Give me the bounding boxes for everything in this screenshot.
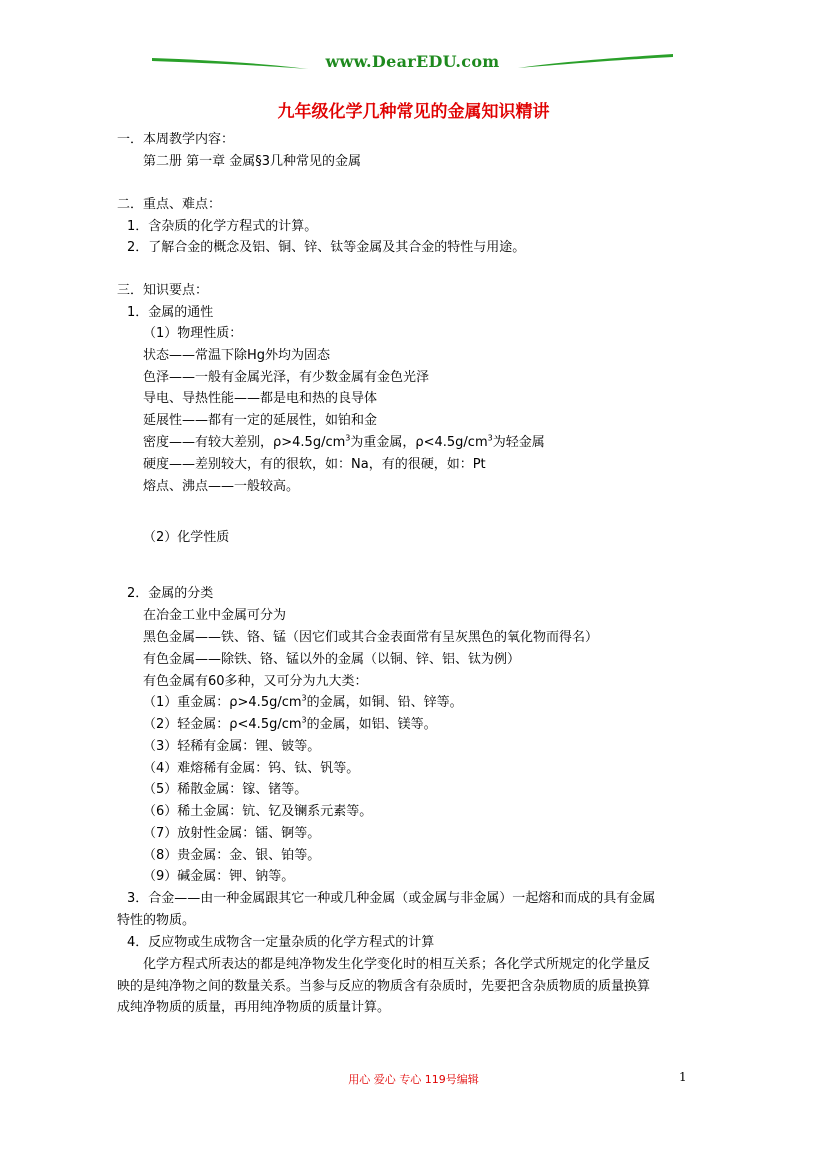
density-sup-1: 3	[345, 433, 351, 443]
property-line: 色泽——一般有金属光泽，有少数金属有金色光泽	[143, 370, 430, 385]
density-sup-2: 3	[487, 433, 493, 443]
point-4-paragraph-line: 成纯净物质的质量，再用纯净物质的质量计算。	[117, 1000, 391, 1015]
point-4-paragraph-line: 映的是纯净物之间的数量关系。当参与反应的物质含有杂质时，先要把含杂质物质的质量换算	[117, 979, 651, 994]
density-text-c: 为轻金属	[492, 435, 545, 450]
site-header-banner	[150, 52, 675, 74]
density-text-a: 密度——有较大差别，ρ>4.5g/cm	[143, 435, 346, 450]
classification-line: 黑色金属——铁、铬、锰（因它们或其合金表面常有呈灰黑色的氧化物而得名）	[143, 630, 599, 645]
category-sup: 3	[301, 715, 307, 725]
category-item: （7）放射性金属：镭、锕等。	[143, 826, 321, 841]
section-3-heading: 三．知识要点：	[117, 283, 209, 298]
property-line: 熔点、沸点——一般较高。	[143, 479, 300, 494]
category-item: （4）难熔稀有金属：钨、钛、钒等。	[143, 761, 360, 776]
category-sup: 3	[301, 693, 307, 703]
category-text: （2）轻金属：ρ<4.5g/cm	[143, 717, 302, 732]
classification-line: 有色金属有60多种，又可分为九大类：	[143, 674, 368, 689]
section-1-heading: 一．本周教学内容：	[117, 132, 235, 147]
property-line: 延展性——都有一定的延展性，如铂和金	[143, 413, 378, 428]
point-1-title: 1．金属的通性	[127, 305, 214, 320]
chemical-properties-heading: （2）化学性质	[143, 530, 230, 545]
classification-line: 在冶金工业中金属可分为	[143, 608, 287, 623]
category-item: （6）稀土金属：钪、钇及镧系元素等。	[143, 804, 373, 819]
category-item	[143, 717, 437, 733]
section-1-content: 第二册 第一章 金属§3几种常见的金属	[143, 154, 362, 169]
category-item: （3）轻稀有金属：锂、铍等。	[143, 739, 321, 754]
category-item: （9）碱金属：钾、钠等。	[143, 869, 295, 884]
point-2-title: 2．金属的分类	[127, 586, 214, 601]
point-3-line: 特性的物质。	[117, 913, 196, 928]
category-item: （8）贵金属：金、银、铂等。	[143, 848, 321, 863]
category-text: 的金属，如铝、镁等。	[306, 717, 437, 732]
category-item	[143, 695, 463, 711]
site-name[interactable]: www.DearEDU.com	[325, 52, 500, 71]
density-line	[143, 435, 545, 451]
category-text: 的金属，如铜、铅、锌等。	[306, 695, 463, 710]
page-number: 1	[679, 1070, 687, 1084]
category-item: （5）稀散金属：镓、锗等。	[143, 782, 308, 797]
point-3-line: 3．合金——由一种金属跟其它一种或几种金属（或金属与非金属）一起熔和而成的具有金属	[127, 891, 656, 906]
category-text: （1）重金属：ρ>4.5g/cm	[143, 695, 302, 710]
property-line: 硬度——差别较大，有的很软，如：Na，有的很硬，如：Pt	[143, 457, 486, 472]
classification-line: 有色金属——除铁、铬、锰以外的金属（以铜、锌、铝、钛为例）	[143, 652, 521, 667]
section-2-heading: 二．重点、难点：	[117, 197, 222, 212]
point-4-title: 4．反应物或生成物含一定量杂质的化学方程式的计算	[127, 935, 435, 950]
document-title: 九年级化学几种常见的金属知识精讲	[277, 102, 550, 122]
section-2-item: 2．了解合金的概念及铝、铜、锌、钛等金属及其合金的特性与用途。	[127, 240, 526, 255]
density-text-b: 为重金属，ρ<4.5g/cm	[350, 435, 488, 450]
section-2-item: 1．含杂质的化学方程式的计算。	[127, 219, 318, 234]
property-line: 状态——常温下除Hg外均为固态	[143, 348, 331, 363]
footer-text: 用心 爱心 专心 119号编辑	[348, 1073, 479, 1086]
property-line: 导电、导热性能——都是电和热的良导体	[143, 391, 378, 406]
point-4-paragraph-line: 化学方程式所表达的都是纯净物发生化学变化时的相互关系；各化学式所规定的化学量反	[143, 957, 651, 972]
physical-properties-heading: （1）物理性质：	[143, 326, 243, 341]
